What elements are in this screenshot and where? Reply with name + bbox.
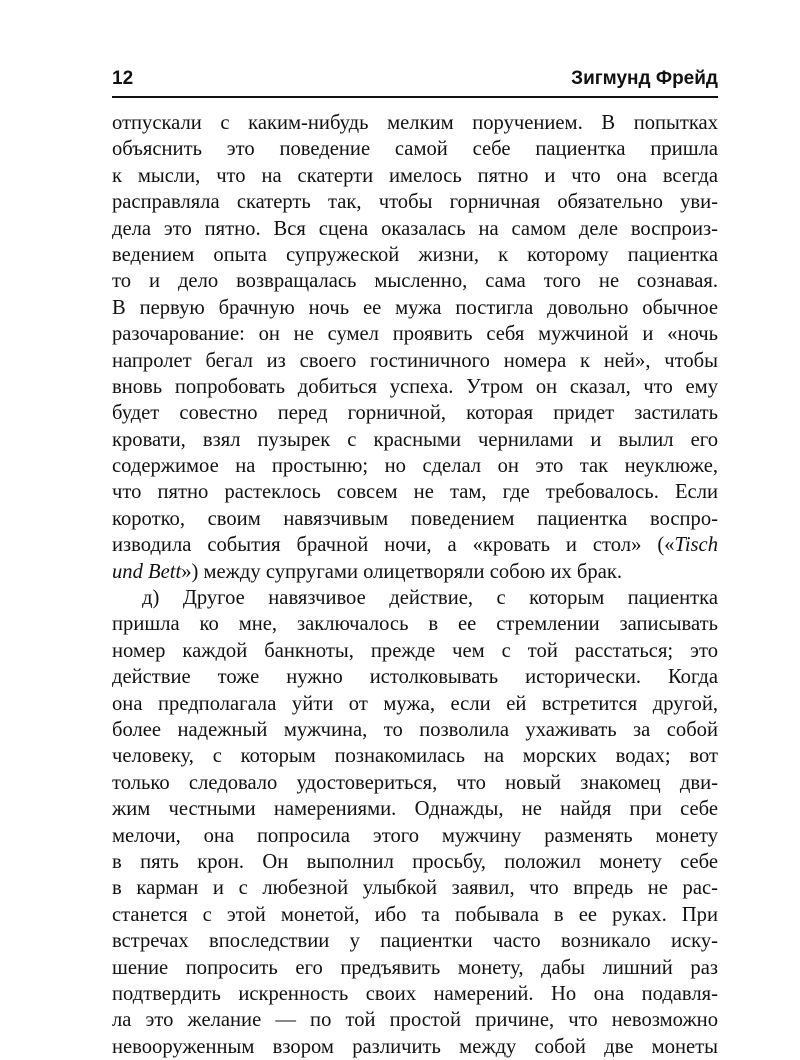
italic-term: Tisch xyxy=(674,534,718,557)
header-rule xyxy=(112,96,718,98)
text-line: будет совестно перед горничной, которая придет застилать xyxy=(112,402,718,425)
text-line-mixed xyxy=(112,559,718,585)
text-line: встречах впоследствии у пациентки часто возникало иску- xyxy=(112,930,718,953)
text-line: напролет бегал из своего гостиничного номера к ней», чтобы xyxy=(112,349,718,372)
text-line: к мысли, что на скатерти имелось пятно и что она всегда xyxy=(112,164,718,187)
text-line: в пять крон. Он выполнил просьбу, положил монету себе xyxy=(112,850,718,873)
text-line: подтвердить искренность своих намерений. Но она подавля- xyxy=(112,982,718,1005)
text-line: содержимое на простыню; но сделал он это так неуклюже, xyxy=(112,455,718,478)
text-line: невооруженным взором различить между собой две монеты xyxy=(112,1035,718,1058)
text-line: только следовало удостовериться, что новый знакомец дви- xyxy=(112,771,718,794)
text-line: действие тоже нужно истолковывать исторически. Когда xyxy=(112,666,718,689)
text-line: станется с этой монетой, ибо та побывала в ее руках. При xyxy=(112,903,718,926)
text-line: номер каждой банкноты, прежде чем с той расстаться; это xyxy=(112,639,718,662)
text-line-mixed xyxy=(112,532,718,558)
text-line: отпускали с каким-нибудь мелким поручением. В попытках xyxy=(112,112,718,134)
text-line: что пятно растеклось совсем не там, где требовалось. Если xyxy=(112,481,718,504)
page-header xyxy=(112,64,718,96)
text-line: В первую брачную ночь ее мужа постигла довольно обычное xyxy=(112,296,718,319)
text-line: более надежный мужчина, то позволила ухаживать за собой xyxy=(112,718,718,741)
text-line: ла это желание — по той простой причине, что невозможно xyxy=(112,1009,718,1032)
text-line: она предполагала уйти от мужа, если ей встретится другой, xyxy=(112,692,718,715)
text-line: ведением опыта супружеской жизни, к которому пациентка xyxy=(112,243,718,266)
text-line: кровати, взял пузырек с красными чернилами и вылил его xyxy=(112,428,718,451)
text-line: пришла ко мне, заключалось в ее стремлении записывать xyxy=(112,613,718,636)
text-line: мелочи, она попросила этого мужчину разменять монету xyxy=(112,824,718,847)
page-number: 12 xyxy=(112,68,134,89)
italic-term: und Bett xyxy=(112,560,182,583)
text-line: объяснить это поведение самой себе пациентка пришла xyxy=(112,138,718,161)
body-text xyxy=(112,110,718,1060)
text-line: разочарование: он не сумел проявить себя мужчиной и «ночь xyxy=(112,323,718,346)
text-line: д) Другое навязчивое действие, с которым пациентка xyxy=(142,587,718,610)
text-line: вновь попробовать добиться успеха. Утром он сказал, что ему xyxy=(112,375,718,398)
text-line: человеку, с которым познакомилась на морских водах; вот xyxy=(112,745,718,768)
text-line: в карман и с любезной улыбкой заявил, что впредь не рас- xyxy=(112,877,718,900)
text-segment: изводила события брачной ночи, а «кровать и стол» (« xyxy=(112,534,675,557)
text-line: то и дело возвращалась мысленно, сама того не сознавая. xyxy=(112,270,718,293)
running-title: Зигмунд Фрейд xyxy=(571,68,718,89)
text-line: шение попросить его предъявить монету, дабы лишний раз xyxy=(112,956,718,979)
text-line: жим честными намерениями. Однажды, не найдя при себе xyxy=(112,798,718,821)
text-line: дела это пятно. Вся сцена оказалась на самом деле воспроиз- xyxy=(112,217,718,240)
text-segment: ») между супругами олицетворяли собою их брак. xyxy=(181,560,622,583)
text-line: расправляла скатерть так, чтобы горничная обязательно уви- xyxy=(112,191,718,214)
text-line: коротко, своим навязчивым поведением пациентка воспро- xyxy=(112,507,718,530)
